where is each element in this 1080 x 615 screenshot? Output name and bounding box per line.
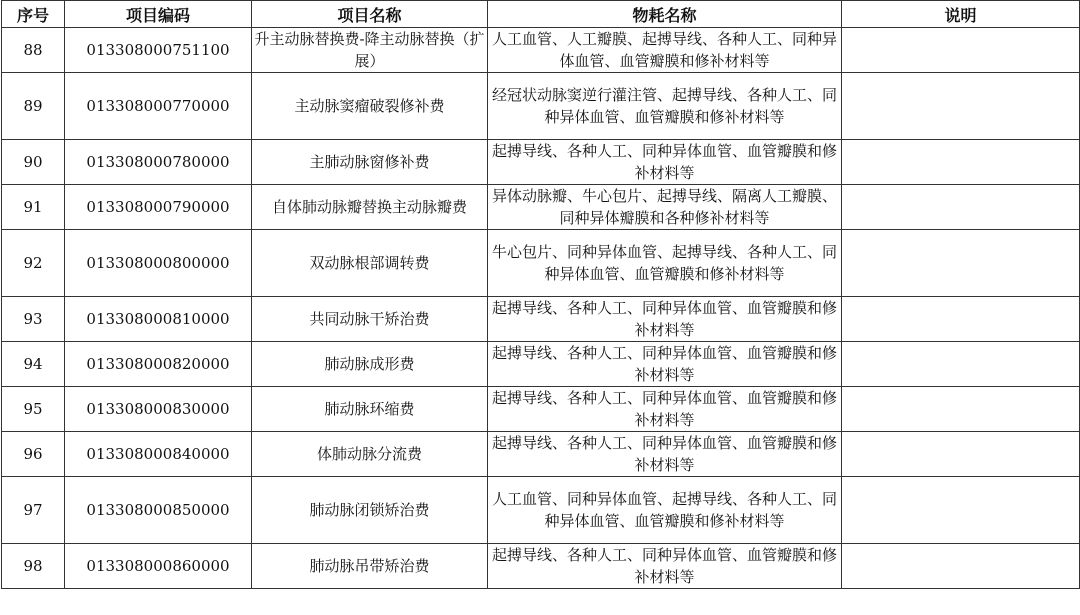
name-cell: 自体肺动脉瓣替换主动脉瓣费 <box>252 185 488 230</box>
note-cell <box>842 544 1080 589</box>
note-cell <box>842 230 1080 297</box>
material-cell: 经冠状动脉窦逆行灌注管、起搏导线、各种人工、同种异体血管、血管瓣膜和修补材料等 <box>488 73 842 140</box>
note-cell <box>842 140 1080 185</box>
table-row <box>2 544 1080 589</box>
name-cell: 主动脉窦瘤破裂修补费 <box>252 73 488 140</box>
code-cell: 013308000810000 <box>65 297 252 342</box>
note-cell <box>842 73 1080 140</box>
table-row <box>2 230 1080 297</box>
header-note: 说明 <box>842 1 1080 28</box>
code-cell: 013308000800000 <box>65 230 252 297</box>
header-seq: 序号 <box>2 1 65 28</box>
name-cell: 肺动脉成形费 <box>252 342 488 387</box>
seq-cell: 96 <box>2 432 65 477</box>
note-cell <box>842 185 1080 230</box>
table-row <box>2 432 1080 477</box>
table-row <box>2 140 1080 185</box>
seq-cell: 90 <box>2 140 65 185</box>
table-row <box>2 477 1080 544</box>
note-cell <box>842 28 1080 73</box>
table-row <box>2 28 1080 73</box>
seq-cell: 89 <box>2 73 65 140</box>
name-cell: 升主动脉替换费-降主动脉替换（扩展） <box>252 28 488 73</box>
code-cell: 013308000751100 <box>65 28 252 73</box>
table-row <box>2 387 1080 432</box>
note-cell <box>842 432 1080 477</box>
material-cell: 起搏导线、各种人工、同种异体血管、血管瓣膜和修补材料等 <box>488 432 842 477</box>
seq-cell: 88 <box>2 28 65 73</box>
header-material: 物耗名称 <box>488 1 842 28</box>
note-cell <box>842 387 1080 432</box>
note-cell <box>842 342 1080 387</box>
material-cell: 起搏导线、各种人工、同种异体血管、血管瓣膜和修补材料等 <box>488 387 842 432</box>
seq-cell: 98 <box>2 544 65 589</box>
header-row <box>2 1 1080 28</box>
code-cell: 013308000790000 <box>65 185 252 230</box>
material-cell: 起搏导线、各种人工、同种异体血管、血管瓣膜和修补材料等 <box>488 544 842 589</box>
material-cell: 异体动脉瓣、牛心包片、起搏导线、隔离人工瓣膜、同种异体瓣膜和各种修补材料等 <box>488 185 842 230</box>
table-row <box>2 73 1080 140</box>
code-cell: 013308000820000 <box>65 342 252 387</box>
seq-cell: 93 <box>2 297 65 342</box>
table-row <box>2 297 1080 342</box>
seq-cell: 91 <box>2 185 65 230</box>
table-row <box>2 342 1080 387</box>
code-cell: 013308000860000 <box>65 544 252 589</box>
seq-cell: 97 <box>2 477 65 544</box>
material-cell: 牛心包片、同种异体血管、起搏导线、各种人工、同种异体血管、血管瓣膜和修补材料等 <box>488 230 842 297</box>
name-cell: 肺动脉闭锁矫治费 <box>252 477 488 544</box>
code-cell: 013308000840000 <box>65 432 252 477</box>
seq-cell: 92 <box>2 230 65 297</box>
seq-cell: 95 <box>2 387 65 432</box>
table-row <box>2 185 1080 230</box>
name-cell: 双动脉根部调转费 <box>252 230 488 297</box>
seq-cell: 94 <box>2 342 65 387</box>
header-name: 项目名称 <box>252 1 488 28</box>
note-cell <box>842 297 1080 342</box>
code-cell: 013308000770000 <box>65 73 252 140</box>
material-cell: 人工血管、人工瓣膜、起搏导线、各种人工、同种异体血管、血管瓣膜和修补材料等 <box>488 28 842 73</box>
name-cell: 主肺动脉窗修补费 <box>252 140 488 185</box>
material-cell: 人工血管、同种异体血管、起搏导线、各种人工、同种异体血管、血管瓣膜和修补材料等 <box>488 477 842 544</box>
code-cell: 013308000850000 <box>65 477 252 544</box>
name-cell: 肺动脉吊带矫治费 <box>252 544 488 589</box>
name-cell: 肺动脉环缩费 <box>252 387 488 432</box>
name-cell: 共同动脉干矫治费 <box>252 297 488 342</box>
note-cell <box>842 477 1080 544</box>
code-cell: 013308000780000 <box>65 140 252 185</box>
material-cell: 起搏导线、各种人工、同种异体血管、血管瓣膜和修补材料等 <box>488 140 842 185</box>
header-code: 项目编码 <box>65 1 252 28</box>
code-cell: 013308000830000 <box>65 387 252 432</box>
fee-table <box>1 0 1080 589</box>
material-cell: 起搏导线、各种人工、同种异体血管、血管瓣膜和修补材料等 <box>488 297 842 342</box>
name-cell: 体肺动脉分流费 <box>252 432 488 477</box>
material-cell: 起搏导线、各种人工、同种异体血管、血管瓣膜和修补材料等 <box>488 342 842 387</box>
